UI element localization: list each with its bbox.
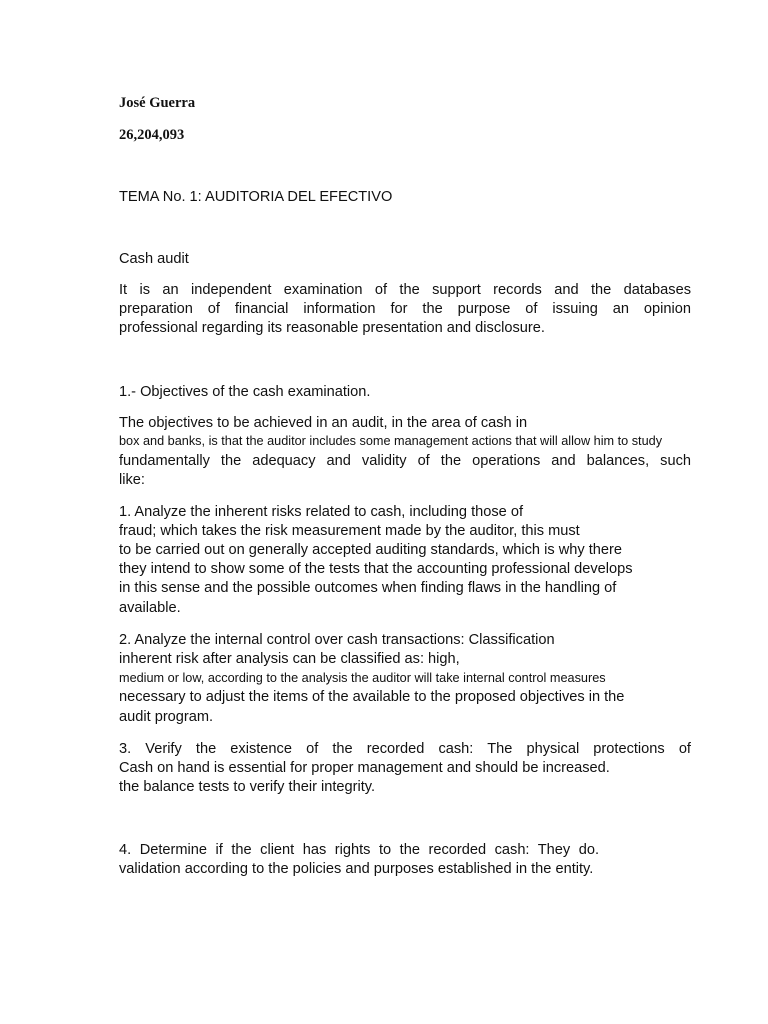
item-1-line: fraud; which takes the risk measurement made by the auditor, this must (119, 523, 580, 539)
item-2-line: 2. Analyze the internal control over cash transactions: Classification (119, 632, 555, 648)
section-title: Cash audit (119, 251, 189, 267)
item-3-line: Cash on hand is essential for proper management and should be increased. (119, 760, 610, 776)
item-3-line: 3. Verify the existence of the recorded cash: The physical protections of (119, 741, 691, 757)
item-4-line: validation according to the policies and purposes established in the entity. (119, 861, 594, 877)
id-number: 26,204,093 (119, 127, 185, 143)
objectives-line: fundamentally the adequacy and validity of the operations and balances, such (119, 453, 691, 469)
objectives-line: box and banks, is that the auditor includes some management actions that will allow him to study (119, 434, 663, 448)
item-1-line: in this sense and the possible outcomes when finding flaws in the handling of (119, 580, 617, 596)
topic-heading: TEMA No. 1: AUDITORIA DEL EFECTIVO (119, 189, 393, 205)
objectives-heading: 1.- Objectives of the cash examination. (119, 384, 371, 400)
item-1-line: they intend to show some of the tests that the accounting professional develops (119, 561, 633, 577)
item-2-line: necessary to adjust the items of the available to the proposed objectives in the (119, 689, 625, 705)
item-2-line: medium or low, according to the analysis the auditor will take internal control measures (119, 671, 606, 685)
item-2-line: inherent risk after analysis can be classified as: high, (119, 651, 460, 667)
item-2-line: audit program. (119, 709, 214, 725)
intro-line: professional regarding its reasonable presentation and disclosure. (119, 320, 545, 336)
item-1-line: available. (119, 600, 181, 616)
objectives-line: The objectives to be achieved in an audit, in the area of cash in (119, 415, 528, 431)
item-3-line: the balance tests to verify their integrity. (119, 779, 376, 795)
item-1-line: to be carried out on generally accepted auditing standards, which is why there (119, 542, 622, 558)
item-1-line: 1. Analyze the inherent risks related to cash, including those of (119, 504, 523, 520)
objectives-line: like: (119, 472, 145, 488)
intro-line: preparation of financial information for the purpose of issuing an opinion (119, 301, 691, 317)
author-name: José Guerra (119, 95, 196, 111)
item-4-line: 4. Determine if the client has rights to the recorded cash: They do. (119, 842, 599, 858)
intro-line: It is an independent examination of the support records and the databases (119, 282, 691, 298)
